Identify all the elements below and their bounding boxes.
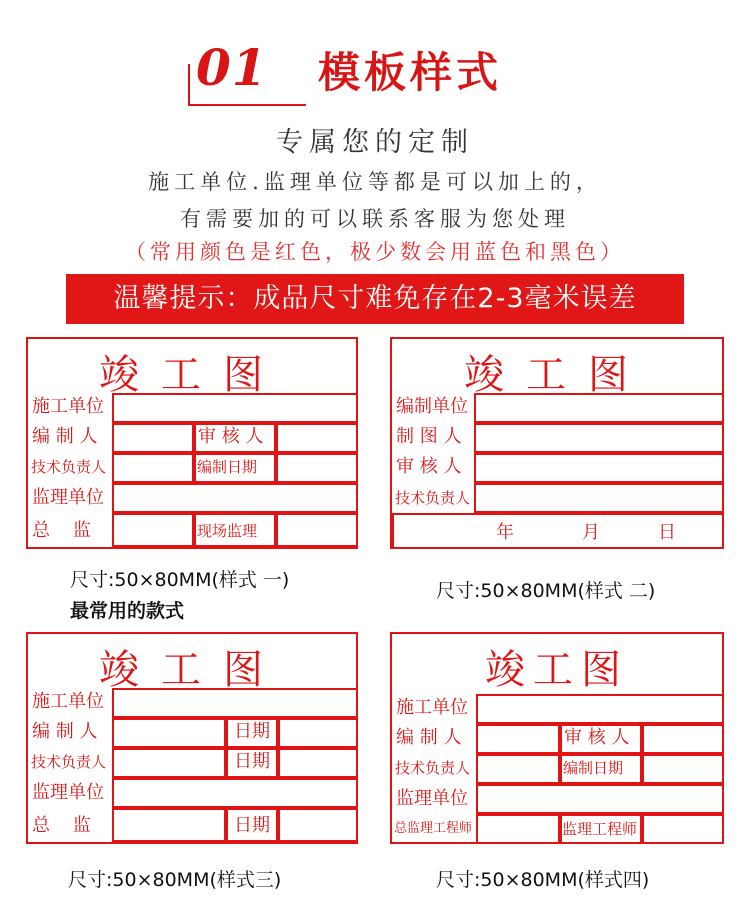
stamp-field-box xyxy=(278,748,358,778)
stamp-label: 制 图 人 xyxy=(396,426,462,447)
stamp-field-box xyxy=(476,694,724,724)
description-line-2: 有需要加的可以联系客服为您处理 xyxy=(180,207,570,231)
stamp-date-month: 月 xyxy=(582,522,600,543)
stamp-field-box xyxy=(276,453,358,483)
stamp-field-box xyxy=(278,718,358,748)
stamp-field-box xyxy=(476,724,560,754)
caption-style-3: 尺寸:50×80MM(样式三) xyxy=(68,869,282,891)
stamp-style-2 xyxy=(390,337,724,549)
stamp-field-box xyxy=(642,754,724,784)
stamp-field-box xyxy=(276,423,358,453)
stamp-label: 总监理工程师 xyxy=(394,821,473,836)
stamp-style-4 xyxy=(390,632,724,844)
color-note: （常用颜色是红色，极少数会用蓝色和黑色） xyxy=(125,240,625,264)
stamp-field-box xyxy=(474,423,724,453)
caption-style-2: 尺寸:50×80MM(样式 二) xyxy=(436,580,656,602)
stamp-field-box xyxy=(112,778,358,808)
stamp-field-box xyxy=(474,483,724,513)
tip-banner: 温馨提示：成品尺寸难免存在2-3毫米误差 xyxy=(66,274,684,324)
stamp-label: 审 核 人 xyxy=(396,456,462,477)
stamp-label: 施工单位 xyxy=(32,396,104,417)
stamp-field-box xyxy=(112,718,226,748)
stamp-field-box xyxy=(112,393,358,423)
stamp-label: 日期 xyxy=(234,721,270,742)
stamp-label: 现场监理 xyxy=(197,522,258,540)
caption-style-4: 尺寸:50×80MM(样式四) xyxy=(436,869,650,891)
header-divider-horizontal xyxy=(188,104,306,106)
caption-style-1: 尺寸:50×80MM(样式 一) xyxy=(70,569,290,591)
stamp-title: 竣工图 xyxy=(99,647,285,693)
stamp-title: 竣工图 xyxy=(99,352,285,398)
section-title: 模板样式 xyxy=(318,48,503,97)
stamp-label: 施工单位 xyxy=(32,691,104,712)
note-style-1: 最常用的款式 xyxy=(70,600,185,622)
stamp-field-box xyxy=(476,814,560,844)
section-number: 01 xyxy=(196,38,268,97)
stamp-label: 技术负责人 xyxy=(31,458,107,476)
subtitle: 专属您的定制 xyxy=(276,127,474,158)
stamp-field-box xyxy=(112,423,194,453)
description-line-1: 施工单位.监理单位等都是可以加上的， xyxy=(148,170,602,194)
stamp-label: 编制日期 xyxy=(563,759,624,777)
stamp-style-3 xyxy=(26,632,358,844)
stamp-label: 总 监 xyxy=(32,520,91,541)
stamp-label: 编 制 人 xyxy=(32,721,98,742)
stamp-label: 审 核 人 xyxy=(198,426,264,447)
stamp-field-box xyxy=(474,393,724,423)
stamp-label: 日期 xyxy=(234,751,270,772)
stamp-field-box xyxy=(112,748,226,778)
stamp-field-box xyxy=(276,513,358,547)
stamp-label: 编 制 人 xyxy=(396,727,462,748)
stamp-label: 技术负责人 xyxy=(395,489,471,507)
stamp-title: 竣工图 xyxy=(485,647,629,693)
stamp-title: 竣工图 xyxy=(464,352,650,398)
stamp-label: 总 监 xyxy=(32,815,91,836)
stamp-label: 审 核 人 xyxy=(564,727,630,748)
stamp-style-1 xyxy=(26,337,358,549)
stamp-field-box xyxy=(112,453,194,483)
stamp-label: 编制单位 xyxy=(396,396,468,417)
stamp-date-day: 日 xyxy=(658,522,676,543)
stamp-field-box xyxy=(476,754,560,784)
stamp-label: 监理单位 xyxy=(396,788,468,809)
stamp-label: 监理单位 xyxy=(32,487,104,508)
stamp-field-box xyxy=(112,483,358,513)
stamp-field-box xyxy=(642,724,724,754)
stamp-field-box xyxy=(474,453,724,483)
stamp-field-box xyxy=(112,513,194,547)
stamp-date-year: 年 xyxy=(496,522,514,543)
stamp-label: 监理工程师 xyxy=(562,820,638,838)
stamp-label: 技术负责人 xyxy=(395,759,471,777)
stamp-label: 编制日期 xyxy=(197,458,258,476)
stamp-field-box xyxy=(476,784,724,814)
stamp-field-box xyxy=(278,808,358,842)
stamp-label: 施工单位 xyxy=(396,697,468,718)
stamp-label: 日期 xyxy=(234,815,270,836)
stamp-label: 监理单位 xyxy=(32,782,104,803)
stamp-field-box xyxy=(112,808,226,842)
stamp-field-box xyxy=(112,688,358,718)
stamp-field-box xyxy=(642,814,724,844)
stamp-label: 编 制 人 xyxy=(32,426,98,447)
header-divider-vertical xyxy=(188,64,190,106)
stamp-label: 技术负责人 xyxy=(31,753,107,771)
